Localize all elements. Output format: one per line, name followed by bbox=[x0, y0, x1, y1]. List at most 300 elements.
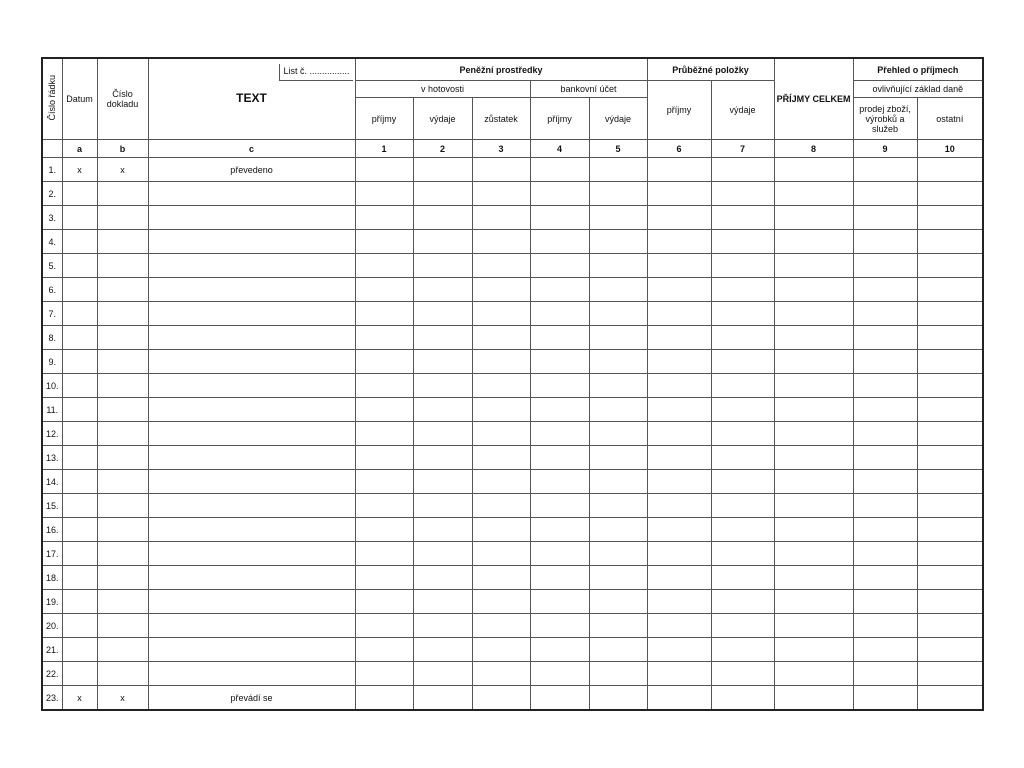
amount-cell-7[interactable] bbox=[711, 470, 774, 494]
amount-cell-8[interactable] bbox=[774, 638, 853, 662]
amount-cell-10[interactable] bbox=[917, 374, 983, 398]
amount-cell-9[interactable] bbox=[853, 230, 917, 254]
amount-cell-1[interactable] bbox=[355, 662, 413, 686]
document-number-cell[interactable] bbox=[97, 542, 148, 566]
amount-cell-5[interactable] bbox=[589, 398, 647, 422]
amount-cell-8[interactable] bbox=[774, 326, 853, 350]
amount-cell-7[interactable] bbox=[711, 326, 774, 350]
document-number-cell[interactable] bbox=[97, 494, 148, 518]
text-cell[interactable] bbox=[148, 302, 355, 326]
amount-cell-6[interactable] bbox=[647, 542, 711, 566]
date-cell[interactable] bbox=[62, 302, 97, 326]
text-cell[interactable] bbox=[148, 422, 355, 446]
amount-cell-2[interactable] bbox=[413, 542, 472, 566]
amount-cell-9[interactable] bbox=[853, 566, 917, 590]
amount-cell-3[interactable] bbox=[472, 494, 530, 518]
amount-cell-5[interactable] bbox=[589, 254, 647, 278]
amount-cell-6[interactable] bbox=[647, 494, 711, 518]
amount-cell-10[interactable] bbox=[917, 566, 983, 590]
amount-cell-5[interactable] bbox=[589, 302, 647, 326]
document-number-cell[interactable]: x bbox=[97, 158, 148, 182]
amount-cell-8[interactable] bbox=[774, 398, 853, 422]
text-cell[interactable] bbox=[148, 326, 355, 350]
amount-cell-5[interactable] bbox=[589, 278, 647, 302]
amount-cell-5[interactable] bbox=[589, 590, 647, 614]
amount-cell-1[interactable] bbox=[355, 398, 413, 422]
document-number-cell[interactable]: x bbox=[97, 686, 148, 711]
amount-cell-10[interactable] bbox=[917, 350, 983, 374]
text-cell[interactable] bbox=[148, 350, 355, 374]
amount-cell-6[interactable] bbox=[647, 302, 711, 326]
amount-cell-1[interactable] bbox=[355, 374, 413, 398]
amount-cell-6[interactable] bbox=[647, 566, 711, 590]
amount-cell-5[interactable] bbox=[589, 230, 647, 254]
amount-cell-10[interactable] bbox=[917, 686, 983, 711]
text-cell[interactable] bbox=[148, 662, 355, 686]
amount-cell-5[interactable] bbox=[589, 542, 647, 566]
amount-cell-8[interactable] bbox=[774, 566, 853, 590]
amount-cell-5[interactable] bbox=[589, 422, 647, 446]
amount-cell-10[interactable] bbox=[917, 326, 983, 350]
amount-cell-2[interactable] bbox=[413, 206, 472, 230]
amount-cell-10[interactable] bbox=[917, 398, 983, 422]
amount-cell-10[interactable] bbox=[917, 254, 983, 278]
date-cell[interactable] bbox=[62, 254, 97, 278]
amount-cell-6[interactable] bbox=[647, 398, 711, 422]
text-cell[interactable] bbox=[148, 206, 355, 230]
amount-cell-3[interactable] bbox=[472, 470, 530, 494]
amount-cell-1[interactable] bbox=[355, 182, 413, 206]
text-cell[interactable] bbox=[148, 398, 355, 422]
amount-cell-2[interactable] bbox=[413, 398, 472, 422]
document-number-cell[interactable] bbox=[97, 614, 148, 638]
amount-cell-2[interactable] bbox=[413, 686, 472, 711]
amount-cell-5[interactable] bbox=[589, 638, 647, 662]
amount-cell-8[interactable] bbox=[774, 182, 853, 206]
amount-cell-3[interactable] bbox=[472, 398, 530, 422]
amount-cell-1[interactable] bbox=[355, 206, 413, 230]
amount-cell-4[interactable] bbox=[530, 422, 589, 446]
amount-cell-7[interactable] bbox=[711, 446, 774, 470]
amount-cell-3[interactable] bbox=[472, 278, 530, 302]
amount-cell-1[interactable] bbox=[355, 614, 413, 638]
document-number-cell[interactable] bbox=[97, 590, 148, 614]
amount-cell-1[interactable] bbox=[355, 686, 413, 711]
document-number-cell[interactable] bbox=[97, 278, 148, 302]
amount-cell-8[interactable] bbox=[774, 374, 853, 398]
amount-cell-3[interactable] bbox=[472, 446, 530, 470]
amount-cell-2[interactable] bbox=[413, 302, 472, 326]
amount-cell-6[interactable] bbox=[647, 230, 711, 254]
date-cell[interactable] bbox=[62, 206, 97, 230]
text-cell[interactable] bbox=[148, 566, 355, 590]
amount-cell-2[interactable] bbox=[413, 254, 472, 278]
amount-cell-5[interactable] bbox=[589, 182, 647, 206]
amount-cell-9[interactable] bbox=[853, 302, 917, 326]
amount-cell-5[interactable] bbox=[589, 518, 647, 542]
amount-cell-7[interactable] bbox=[711, 542, 774, 566]
amount-cell-9[interactable] bbox=[853, 254, 917, 278]
amount-cell-1[interactable] bbox=[355, 518, 413, 542]
amount-cell-10[interactable] bbox=[917, 422, 983, 446]
amount-cell-10[interactable] bbox=[917, 494, 983, 518]
amount-cell-10[interactable] bbox=[917, 446, 983, 470]
amount-cell-1[interactable] bbox=[355, 278, 413, 302]
amount-cell-10[interactable] bbox=[917, 614, 983, 638]
amount-cell-2[interactable] bbox=[413, 182, 472, 206]
amount-cell-1[interactable] bbox=[355, 638, 413, 662]
amount-cell-6[interactable] bbox=[647, 446, 711, 470]
amount-cell-1[interactable] bbox=[355, 254, 413, 278]
amount-cell-6[interactable] bbox=[647, 518, 711, 542]
amount-cell-6[interactable] bbox=[647, 614, 711, 638]
amount-cell-2[interactable] bbox=[413, 614, 472, 638]
document-number-cell[interactable] bbox=[97, 374, 148, 398]
amount-cell-9[interactable] bbox=[853, 446, 917, 470]
date-cell[interactable] bbox=[62, 494, 97, 518]
amount-cell-9[interactable] bbox=[853, 374, 917, 398]
text-cell[interactable] bbox=[148, 590, 355, 614]
amount-cell-5[interactable] bbox=[589, 446, 647, 470]
amount-cell-8[interactable] bbox=[774, 590, 853, 614]
amount-cell-9[interactable] bbox=[853, 326, 917, 350]
amount-cell-7[interactable] bbox=[711, 182, 774, 206]
amount-cell-7[interactable] bbox=[711, 518, 774, 542]
amount-cell-8[interactable] bbox=[774, 350, 853, 374]
amount-cell-5[interactable] bbox=[589, 662, 647, 686]
amount-cell-3[interactable] bbox=[472, 686, 530, 711]
amount-cell-4[interactable] bbox=[530, 230, 589, 254]
amount-cell-4[interactable] bbox=[530, 278, 589, 302]
amount-cell-7[interactable] bbox=[711, 206, 774, 230]
amount-cell-4[interactable] bbox=[530, 158, 589, 182]
amount-cell-8[interactable] bbox=[774, 278, 853, 302]
amount-cell-3[interactable] bbox=[472, 374, 530, 398]
amount-cell-2[interactable] bbox=[413, 662, 472, 686]
amount-cell-2[interactable] bbox=[413, 278, 472, 302]
amount-cell-1[interactable] bbox=[355, 230, 413, 254]
amount-cell-9[interactable] bbox=[853, 494, 917, 518]
amount-cell-7[interactable] bbox=[711, 566, 774, 590]
amount-cell-5[interactable] bbox=[589, 350, 647, 374]
amount-cell-5[interactable] bbox=[589, 614, 647, 638]
amount-cell-9[interactable] bbox=[853, 590, 917, 614]
amount-cell-4[interactable] bbox=[530, 590, 589, 614]
amount-cell-6[interactable] bbox=[647, 590, 711, 614]
amount-cell-8[interactable] bbox=[774, 158, 853, 182]
document-number-cell[interactable] bbox=[97, 182, 148, 206]
amount-cell-4[interactable] bbox=[530, 518, 589, 542]
amount-cell-7[interactable] bbox=[711, 350, 774, 374]
amount-cell-3[interactable] bbox=[472, 158, 530, 182]
amount-cell-6[interactable] bbox=[647, 470, 711, 494]
amount-cell-3[interactable] bbox=[472, 182, 530, 206]
date-cell[interactable] bbox=[62, 422, 97, 446]
amount-cell-10[interactable] bbox=[917, 182, 983, 206]
amount-cell-3[interactable] bbox=[472, 614, 530, 638]
document-number-cell[interactable] bbox=[97, 446, 148, 470]
amount-cell-7[interactable] bbox=[711, 494, 774, 518]
amount-cell-2[interactable] bbox=[413, 566, 472, 590]
amount-cell-9[interactable] bbox=[853, 398, 917, 422]
amount-cell-2[interactable] bbox=[413, 158, 472, 182]
text-cell[interactable] bbox=[148, 446, 355, 470]
date-cell[interactable] bbox=[62, 398, 97, 422]
amount-cell-7[interactable] bbox=[711, 398, 774, 422]
amount-cell-7[interactable] bbox=[711, 614, 774, 638]
text-cell[interactable] bbox=[148, 542, 355, 566]
amount-cell-5[interactable] bbox=[589, 374, 647, 398]
amount-cell-5[interactable] bbox=[589, 206, 647, 230]
amount-cell-4[interactable] bbox=[530, 662, 589, 686]
amount-cell-3[interactable] bbox=[472, 542, 530, 566]
amount-cell-4[interactable] bbox=[530, 494, 589, 518]
amount-cell-1[interactable] bbox=[355, 566, 413, 590]
amount-cell-9[interactable] bbox=[853, 182, 917, 206]
amount-cell-1[interactable] bbox=[355, 470, 413, 494]
date-cell[interactable] bbox=[62, 518, 97, 542]
amount-cell-2[interactable] bbox=[413, 350, 472, 374]
date-cell[interactable] bbox=[62, 662, 97, 686]
amount-cell-6[interactable] bbox=[647, 662, 711, 686]
amount-cell-10[interactable] bbox=[917, 230, 983, 254]
amount-cell-1[interactable] bbox=[355, 350, 413, 374]
amount-cell-3[interactable] bbox=[472, 422, 530, 446]
document-number-cell[interactable] bbox=[97, 470, 148, 494]
amount-cell-9[interactable] bbox=[853, 422, 917, 446]
amount-cell-7[interactable] bbox=[711, 686, 774, 711]
amount-cell-2[interactable] bbox=[413, 638, 472, 662]
amount-cell-2[interactable] bbox=[413, 518, 472, 542]
document-number-cell[interactable] bbox=[97, 230, 148, 254]
amount-cell-9[interactable] bbox=[853, 614, 917, 638]
amount-cell-1[interactable] bbox=[355, 158, 413, 182]
amount-cell-8[interactable] bbox=[774, 686, 853, 711]
amount-cell-1[interactable] bbox=[355, 326, 413, 350]
amount-cell-10[interactable] bbox=[917, 590, 983, 614]
date-cell[interactable] bbox=[62, 374, 97, 398]
amount-cell-2[interactable] bbox=[413, 470, 472, 494]
document-number-cell[interactable] bbox=[97, 350, 148, 374]
date-cell[interactable] bbox=[62, 614, 97, 638]
document-number-cell[interactable] bbox=[97, 422, 148, 446]
amount-cell-7[interactable] bbox=[711, 230, 774, 254]
amount-cell-4[interactable] bbox=[530, 326, 589, 350]
document-number-cell[interactable] bbox=[97, 398, 148, 422]
amount-cell-4[interactable] bbox=[530, 542, 589, 566]
text-cell[interactable]: převádí se bbox=[148, 686, 355, 711]
amount-cell-2[interactable] bbox=[413, 446, 472, 470]
amount-cell-4[interactable] bbox=[530, 638, 589, 662]
amount-cell-8[interactable] bbox=[774, 614, 853, 638]
document-number-cell[interactable] bbox=[97, 206, 148, 230]
amount-cell-1[interactable] bbox=[355, 590, 413, 614]
document-number-cell[interactable] bbox=[97, 518, 148, 542]
amount-cell-3[interactable] bbox=[472, 254, 530, 278]
amount-cell-8[interactable] bbox=[774, 542, 853, 566]
document-number-cell[interactable] bbox=[97, 326, 148, 350]
amount-cell-6[interactable] bbox=[647, 158, 711, 182]
amount-cell-6[interactable] bbox=[647, 422, 711, 446]
text-cell[interactable] bbox=[148, 494, 355, 518]
amount-cell-4[interactable] bbox=[530, 350, 589, 374]
amount-cell-8[interactable] bbox=[774, 518, 853, 542]
amount-cell-2[interactable] bbox=[413, 590, 472, 614]
document-number-cell[interactable] bbox=[97, 566, 148, 590]
text-cell[interactable] bbox=[148, 638, 355, 662]
date-cell[interactable] bbox=[62, 590, 97, 614]
amount-cell-8[interactable] bbox=[774, 254, 853, 278]
amount-cell-5[interactable] bbox=[589, 326, 647, 350]
amount-cell-1[interactable] bbox=[355, 494, 413, 518]
amount-cell-7[interactable] bbox=[711, 422, 774, 446]
date-cell[interactable] bbox=[62, 542, 97, 566]
text-cell[interactable] bbox=[148, 374, 355, 398]
date-cell[interactable] bbox=[62, 470, 97, 494]
amount-cell-10[interactable] bbox=[917, 662, 983, 686]
amount-cell-4[interactable] bbox=[530, 398, 589, 422]
amount-cell-9[interactable] bbox=[853, 638, 917, 662]
document-number-cell[interactable] bbox=[97, 302, 148, 326]
amount-cell-9[interactable] bbox=[853, 518, 917, 542]
amount-cell-4[interactable] bbox=[530, 302, 589, 326]
amount-cell-9[interactable] bbox=[853, 542, 917, 566]
amount-cell-6[interactable] bbox=[647, 638, 711, 662]
amount-cell-10[interactable] bbox=[917, 206, 983, 230]
amount-cell-5[interactable] bbox=[589, 566, 647, 590]
date-cell[interactable] bbox=[62, 326, 97, 350]
amount-cell-7[interactable] bbox=[711, 278, 774, 302]
date-cell[interactable] bbox=[62, 278, 97, 302]
amount-cell-2[interactable] bbox=[413, 230, 472, 254]
amount-cell-10[interactable] bbox=[917, 518, 983, 542]
amount-cell-6[interactable] bbox=[647, 374, 711, 398]
amount-cell-5[interactable] bbox=[589, 686, 647, 711]
amount-cell-10[interactable] bbox=[917, 158, 983, 182]
amount-cell-9[interactable] bbox=[853, 686, 917, 711]
amount-cell-9[interactable] bbox=[853, 278, 917, 302]
amount-cell-7[interactable] bbox=[711, 662, 774, 686]
amount-cell-7[interactable] bbox=[711, 158, 774, 182]
amount-cell-8[interactable] bbox=[774, 206, 853, 230]
document-number-cell[interactable] bbox=[97, 254, 148, 278]
amount-cell-5[interactable] bbox=[589, 158, 647, 182]
amount-cell-3[interactable] bbox=[472, 662, 530, 686]
date-cell[interactable] bbox=[62, 182, 97, 206]
text-cell[interactable] bbox=[148, 254, 355, 278]
amount-cell-9[interactable] bbox=[853, 206, 917, 230]
amount-cell-10[interactable] bbox=[917, 638, 983, 662]
amount-cell-8[interactable] bbox=[774, 422, 853, 446]
amount-cell-6[interactable] bbox=[647, 326, 711, 350]
amount-cell-4[interactable] bbox=[530, 686, 589, 711]
text-cell[interactable]: převedeno bbox=[148, 158, 355, 182]
text-cell[interactable] bbox=[148, 182, 355, 206]
amount-cell-6[interactable] bbox=[647, 350, 711, 374]
amount-cell-3[interactable] bbox=[472, 230, 530, 254]
amount-cell-8[interactable] bbox=[774, 662, 853, 686]
amount-cell-10[interactable] bbox=[917, 278, 983, 302]
amount-cell-10[interactable] bbox=[917, 302, 983, 326]
amount-cell-9[interactable] bbox=[853, 158, 917, 182]
amount-cell-8[interactable] bbox=[774, 470, 853, 494]
amount-cell-9[interactable] bbox=[853, 470, 917, 494]
amount-cell-5[interactable] bbox=[589, 494, 647, 518]
amount-cell-1[interactable] bbox=[355, 446, 413, 470]
amount-cell-8[interactable] bbox=[774, 446, 853, 470]
date-cell[interactable]: x bbox=[62, 686, 97, 711]
amount-cell-4[interactable] bbox=[530, 566, 589, 590]
amount-cell-6[interactable] bbox=[647, 254, 711, 278]
text-cell[interactable] bbox=[148, 470, 355, 494]
amount-cell-2[interactable] bbox=[413, 374, 472, 398]
amount-cell-6[interactable] bbox=[647, 686, 711, 711]
amount-cell-7[interactable] bbox=[711, 302, 774, 326]
amount-cell-2[interactable] bbox=[413, 326, 472, 350]
amount-cell-3[interactable] bbox=[472, 350, 530, 374]
amount-cell-5[interactable] bbox=[589, 470, 647, 494]
amount-cell-4[interactable] bbox=[530, 206, 589, 230]
amount-cell-9[interactable] bbox=[853, 350, 917, 374]
amount-cell-2[interactable] bbox=[413, 494, 472, 518]
date-cell[interactable] bbox=[62, 638, 97, 662]
amount-cell-10[interactable] bbox=[917, 470, 983, 494]
amount-cell-3[interactable] bbox=[472, 518, 530, 542]
amount-cell-10[interactable] bbox=[917, 542, 983, 566]
amount-cell-1[interactable] bbox=[355, 542, 413, 566]
amount-cell-3[interactable] bbox=[472, 326, 530, 350]
amount-cell-2[interactable] bbox=[413, 422, 472, 446]
date-cell[interactable] bbox=[62, 350, 97, 374]
amount-cell-4[interactable] bbox=[530, 446, 589, 470]
date-cell[interactable] bbox=[62, 230, 97, 254]
text-cell[interactable] bbox=[148, 278, 355, 302]
date-cell[interactable] bbox=[62, 446, 97, 470]
amount-cell-7[interactable] bbox=[711, 638, 774, 662]
amount-cell-3[interactable] bbox=[472, 206, 530, 230]
amount-cell-6[interactable] bbox=[647, 278, 711, 302]
amount-cell-4[interactable] bbox=[530, 614, 589, 638]
text-cell[interactable] bbox=[148, 518, 355, 542]
amount-cell-3[interactable] bbox=[472, 590, 530, 614]
amount-cell-4[interactable] bbox=[530, 470, 589, 494]
amount-cell-7[interactable] bbox=[711, 590, 774, 614]
amount-cell-8[interactable] bbox=[774, 302, 853, 326]
amount-cell-8[interactable] bbox=[774, 230, 853, 254]
document-number-cell[interactable] bbox=[97, 662, 148, 686]
text-cell[interactable] bbox=[148, 230, 355, 254]
amount-cell-6[interactable] bbox=[647, 206, 711, 230]
date-cell[interactable] bbox=[62, 566, 97, 590]
amount-cell-4[interactable] bbox=[530, 182, 589, 206]
amount-cell-3[interactable] bbox=[472, 638, 530, 662]
amount-cell-4[interactable] bbox=[530, 254, 589, 278]
amount-cell-3[interactable] bbox=[472, 302, 530, 326]
amount-cell-6[interactable] bbox=[647, 182, 711, 206]
amount-cell-8[interactable] bbox=[774, 494, 853, 518]
amount-cell-9[interactable] bbox=[853, 662, 917, 686]
amount-cell-4[interactable] bbox=[530, 374, 589, 398]
amount-cell-7[interactable] bbox=[711, 374, 774, 398]
amount-cell-7[interactable] bbox=[711, 254, 774, 278]
date-cell[interactable]: x bbox=[62, 158, 97, 182]
amount-cell-1[interactable] bbox=[355, 422, 413, 446]
text-cell[interactable] bbox=[148, 614, 355, 638]
amount-cell-3[interactable] bbox=[472, 566, 530, 590]
document-number-cell[interactable] bbox=[97, 638, 148, 662]
amount-cell-1[interactable] bbox=[355, 302, 413, 326]
table-row bbox=[42, 422, 983, 446]
